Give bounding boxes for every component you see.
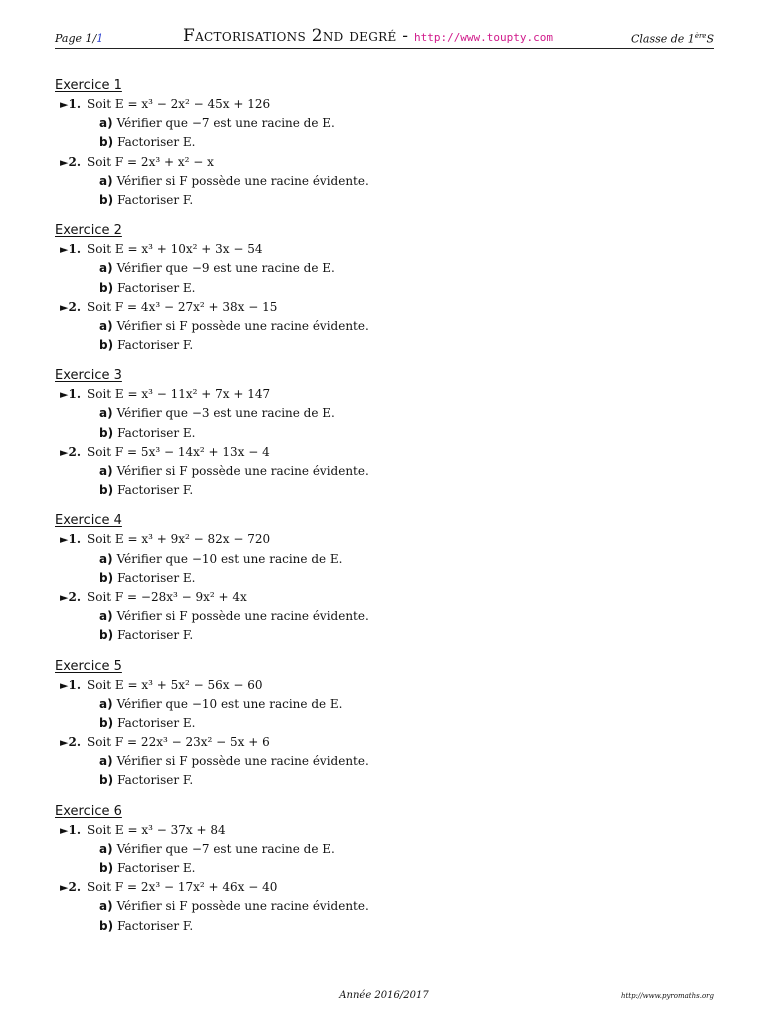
subquestion-text: Vérifier si F possède une racine évidente. [116,464,369,478]
subquestion-label: b) [99,861,114,875]
subquestion-text: Vérifier que −7 est une racine de E. [116,116,335,131]
subquestion-text: Vérifier si F possède une racine évidente. [116,754,369,769]
subquestion-text: Factoriser E. [117,570,196,585]
question-line [55,385,714,404]
subquestion-label: b) [99,628,114,643]
exercise-list [55,76,714,936]
exercise-block [55,366,714,500]
subquestion-text: Vérifier que −9 est une racine de E. [116,261,335,276]
question-number: 2. [68,444,81,459]
triangle-arrow-icon: ► [60,823,69,837]
subquestion-text: Factoriser F. [117,338,194,353]
question-number: 2. [68,589,81,604]
subquestion-label: a) [99,696,113,711]
question-text: Soit F = 5x³ − 14x² + 13x − 4 [87,444,270,459]
subquestion-label: a) [99,609,113,624]
exercise-title: Exercice 6 [55,803,122,819]
question-line [55,733,714,752]
exercise-title: Exercice 3 [55,368,122,384]
subquestion-text: Factoriser F. [117,918,194,933]
footer-url[interactable]: http://www.pyromaths.org [620,992,714,1000]
subquestion-text: Vérifier si F possède une racine évidente. [116,173,369,188]
triangle-arrow-icon: ► [60,98,69,111]
subquestion-a [55,317,714,336]
subquestion-text: Vérifier que −3 est une racine de E. [116,406,335,421]
triangle-arrow-icon: ► [60,445,69,459]
question-number: 2. [68,154,81,169]
question-number: 1. [68,242,81,257]
subquestion-label: a) [99,261,113,276]
question-text: Soit E = x³ − 11x² + 7x + 147 [87,387,271,402]
question-line [55,530,714,549]
subquestion-label: b) [99,425,114,440]
question-text: Soit F = 22x³ − 23x² − 5x + 6 [87,735,270,750]
subquestion-text: Vérifier que −7 est une racine de E. [116,841,335,856]
subquestion-text: Vérifier si F possède une racine évidente. [116,899,369,914]
exercise-block [55,657,714,791]
exercise-gap [55,791,714,802]
exercise-title: Exercice 2 [55,223,122,239]
exercise-block [55,221,714,355]
question-line [55,298,714,317]
document-title: Factorisations 2nd degré - http://www.toupty.com [183,26,554,46]
question-text: Soit E = x³ + 5x² − 56x − 60 [87,677,263,692]
subquestion-label: b) [99,918,114,933]
subquestion-b [55,771,714,790]
question-line [55,443,714,462]
triangle-arrow-icon: ► [60,736,69,750]
triangle-arrow-icon: ► [60,300,69,314]
question-line [55,240,714,259]
subquestion-label: a) [99,318,113,333]
title-url-link[interactable]: http://www.toupty.com [413,31,554,44]
exercise-block [55,76,714,210]
subquestion-label: a) [99,899,113,914]
subquestion-a [55,259,714,278]
subquestion-label: a) [99,116,113,131]
subquestion-label: b) [99,280,114,295]
question-text: Soit E = x³ + 10x² + 3x − 54 [87,242,263,257]
exercise-block [55,802,714,936]
footer-year: Année 2016/2017 [339,990,429,1001]
subquestion-b [55,191,714,210]
subquestion-a [55,752,714,771]
triangle-arrow-icon: ► [60,388,69,402]
question-number: 2. [68,299,81,314]
exercise-title: Exercice 1 [55,78,122,93]
subquestion-label: b) [99,773,114,788]
subquestion-label: b) [99,715,114,730]
question-text: Soit E = x³ − 2x² − 45x + 126 [87,97,271,111]
question-number: 1. [68,387,81,402]
subquestion-text: Factoriser F. [117,483,194,498]
subquestion-b [55,133,714,152]
header-rule [55,48,714,49]
question-line [55,676,714,695]
question-text: Soit F = 2x³ + x² − x [87,154,214,169]
subquestion-b [55,424,714,443]
exercise-gap [55,500,714,511]
triangle-arrow-icon: ► [60,155,69,169]
subquestion-label: b) [99,135,114,150]
subquestion-b [55,569,714,588]
subquestion-label: b) [99,570,114,585]
question-text: Soit E = x³ + 9x² − 82x − 720 [87,532,271,547]
subquestion-text: Factoriser E. [117,715,196,730]
question-line [55,95,714,114]
question-number: 1. [68,97,81,111]
subquestion-label: a) [99,464,113,478]
question-text: Soit F = 2x³ − 17x² + 46x − 40 [87,880,278,895]
subquestion-text: Factoriser E. [117,425,196,440]
subquestion-b [55,279,714,298]
page-total-link[interactable]: 1 [96,32,104,45]
subquestion-b [55,481,714,500]
subquestion-a [55,840,714,859]
question-text: Soit F = −28x³ − 9x² + 4x [87,589,247,604]
subquestion-a [55,897,714,916]
page-header [55,28,714,50]
subquestion-text: Factoriser E. [117,135,196,150]
question-number: 2. [68,735,81,750]
triangle-arrow-icon: ► [60,590,69,604]
page-number: Page 1/1 [55,32,104,45]
subquestion-text: Factoriser E. [117,861,196,875]
question-number: 1. [68,532,81,547]
subquestion-label: a) [99,841,113,856]
question-text: Soit F = 4x³ − 27x² + 38x − 15 [87,299,278,314]
subquestion-a [55,172,714,191]
exercise-block [55,511,714,645]
class-label: Classe de 1èreS [630,32,714,46]
subquestion-b [55,917,714,936]
question-line [55,588,714,607]
exercise-gap [55,210,714,221]
triangle-arrow-icon: ► [60,533,69,547]
subquestion-b [55,626,714,645]
triangle-arrow-icon: ► [60,881,69,895]
subquestion-text: Factoriser F. [117,192,194,207]
subquestion-label: a) [99,173,113,188]
subquestion-a [55,607,714,626]
exercise-title: Exercice 5 [55,658,122,674]
subquestion-b [55,859,714,878]
subquestion-a [55,404,714,423]
exercise-title: Exercice 4 [55,513,122,529]
subquestion-label: a) [99,551,113,566]
subquestion-label: a) [99,754,113,769]
subquestion-text: Vérifier si F possède une racine évidente. [116,609,369,624]
subquestion-a [55,550,714,569]
subquestion-a [55,695,714,714]
subquestion-label: b) [99,338,114,353]
subquestion-text: Vérifier que −10 est une racine de E. [116,696,343,711]
triangle-arrow-icon: ► [60,243,69,257]
subquestion-text: Factoriser F. [117,773,194,788]
question-number: 1. [68,822,81,837]
exercise-gap [55,355,714,366]
question-line [55,153,714,172]
subquestion-a [55,462,714,481]
question-number: 1. [68,677,81,692]
triangle-arrow-icon: ► [60,678,69,692]
subquestion-label: b) [99,192,114,207]
question-text: Soit E = x³ − 37x + 84 [87,822,226,837]
subquestion-a [55,114,714,133]
subquestion-label: b) [99,483,114,498]
exercise-gap [55,646,714,657]
subquestion-b [55,336,714,355]
subquestion-text: Factoriser F. [117,628,194,643]
subquestion-label: a) [99,406,113,421]
question-number: 2. [68,880,81,895]
subquestion-text: Vérifier que −10 est une racine de E. [116,551,343,566]
question-line [55,878,714,897]
subquestion-b [55,714,714,733]
question-line [55,821,714,840]
subquestion-text: Vérifier si F possède une racine évidente. [116,318,369,333]
subquestion-text: Factoriser E. [117,280,196,295]
